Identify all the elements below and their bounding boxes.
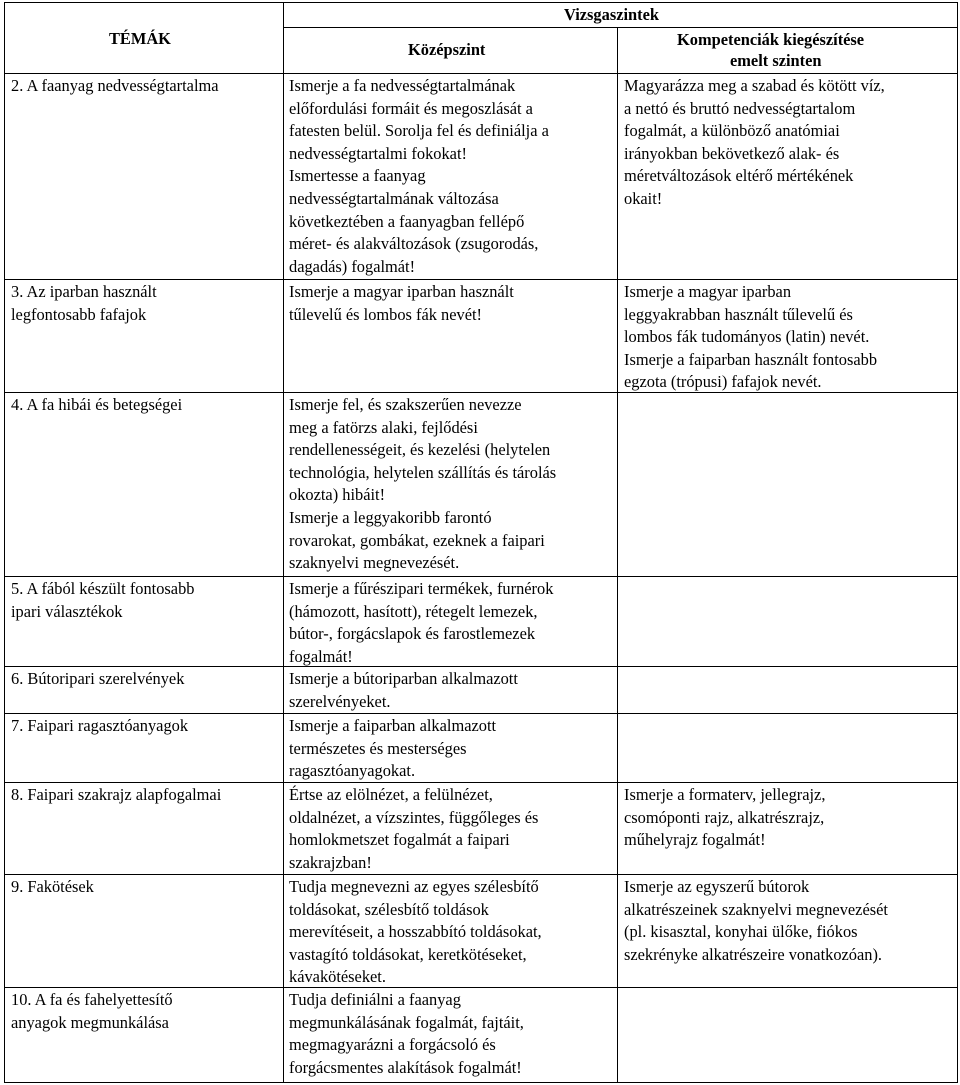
mid-level-cell: [289, 75, 549, 278]
header-advanced-line2: emelt szinten: [730, 51, 822, 70]
cell-line: rovarokat, gombákat, ezeknek a faipari: [289, 530, 545, 550]
cell-line: Értse az elölnézet, a felülnézet,: [289, 785, 493, 804]
rule-left: [4, 2, 5, 1083]
cell-line: forgácsmentes alakítások fogalmát!: [289, 1057, 522, 1077]
cell-line: meg a fatörzs alaki, fejlődési: [289, 417, 478, 437]
cell-line: 3. Az iparban használt: [11, 282, 157, 301]
cell-line: Ismerje a faiparban alkalmazott: [289, 716, 497, 735]
cell-line: Ismerje a magyar iparban: [624, 282, 792, 301]
rule-col1: [283, 2, 284, 1083]
cell-line: oldalnézet, a vízszintes, függőleges és: [289, 807, 539, 827]
cell-line: 7. Faipari ragasztóanyagok: [11, 716, 189, 735]
cell-line: lombos fák tudományos (latin) nevét.: [624, 327, 870, 347]
advanced-cell: [624, 75, 885, 211]
mid-level-cell: [289, 668, 518, 713]
row-separator: [4, 874, 958, 875]
rule-bottom: [4, 1082, 958, 1083]
row-separator: [4, 987, 958, 988]
cell-line: irányokban bekövetkező alak- és: [624, 143, 840, 163]
cell-line: anyagok megmunkálása: [11, 1012, 169, 1032]
cell-line: Ismerje a bútoriparban alkalmazott: [289, 669, 518, 688]
topic-cell: [11, 989, 173, 1034]
header-mid-level: Középszint: [408, 40, 486, 59]
header-exams: Vizsgaszintek: [564, 5, 659, 24]
cell-line: Tudja definiálni a faanyag: [289, 990, 461, 1009]
cell-line: fogalmát!: [289, 646, 353, 666]
cell-line: Ismerje a leggyakoribb farontó: [289, 507, 492, 527]
cell-line: Ismerje a fa nedvességtartalmának: [289, 76, 516, 95]
cell-line: méret- és alakváltozások (zsugorodás,: [289, 234, 539, 254]
cell-line: megmagyarázni a forgácsoló és: [289, 1035, 496, 1055]
cell-line: szakrajzban!: [289, 852, 372, 872]
cell-line: fogalmát, a különböző anatómiai: [624, 121, 840, 141]
cell-line: szaknyelvi megnevezését.: [289, 553, 460, 573]
cell-line: a nettó és bruttó nedvességtartalom: [624, 98, 856, 118]
cell-line: ragasztóanyagokat.: [289, 761, 416, 781]
cell-line: szekrényke alkatrészeire vonatkozóan).: [624, 944, 883, 964]
cell-line: természetes és mesterséges: [289, 738, 467, 758]
cell-line: merevítéseit, a hosszabbító toldásokat,: [289, 922, 542, 942]
header-advanced-line1: Kompetenciák kiegészítése: [677, 30, 865, 49]
row-separator: [4, 782, 958, 783]
cell-line: 10. A fa és fahelyettesítő: [11, 990, 173, 1009]
cell-line: homlokmetszet fogalmát a faipari: [289, 830, 510, 850]
cell-line: rendellenességeit, és kezelési (helytelen: [289, 440, 551, 460]
mid-level-cell: [289, 715, 496, 783]
cell-line: következtében a faanyagban fellépő: [289, 211, 525, 231]
cell-line: okozta) hibáit!: [289, 485, 386, 505]
topic-cell: [11, 394, 182, 417]
mid-level-cell: [289, 578, 553, 668]
advanced-cell: [624, 876, 888, 966]
advanced-cell: [624, 281, 877, 394]
cell-line: Ismerje a magyar iparban használt: [289, 282, 514, 301]
cell-line: egzota (trópusi) fafajok nevét.: [624, 372, 822, 392]
cell-line: 9. Fakötések: [11, 877, 94, 896]
cell-line: bútor-, forgácslapok és farostlemezek: [289, 624, 536, 644]
cell-line: Ismerje a formaterv, jellegrajz,: [624, 785, 826, 804]
cell-line: fatesten belül. Sorolja fel és definiálja a: [289, 121, 549, 141]
cell-line: leggyakrabban használt tűlevelű és: [624, 304, 853, 324]
topic-cell: [11, 668, 184, 691]
cell-line: legfontosabb fafajok: [11, 304, 147, 324]
rule-right: [957, 2, 958, 1083]
cell-line: Ismerje az egyszerű bútorok: [624, 877, 810, 896]
row-separator: [4, 666, 958, 667]
topic-cell: [11, 715, 188, 738]
cell-line: vastagító toldásokat, keretkötéseket,: [289, 944, 527, 964]
cell-line: 2. A faanyag nedvességtartalma: [11, 76, 219, 95]
cell-line: 4. A fa hibái és betegségei: [11, 395, 183, 414]
cell-line: Ismerje fel, és szakszerűen nevezze: [289, 395, 522, 414]
cell-line: technológia, helytelen szállítás és tárolás: [289, 462, 557, 482]
topic-cell: [11, 75, 219, 98]
cell-line: megmunkálásának fogalmát, fajtáit,: [289, 1012, 524, 1032]
cell-line: Tudja megnevezni az egyes szélesbítő: [289, 877, 539, 896]
mid-level-cell: [289, 989, 524, 1079]
cell-line: Ismerje a fűrészipari termékek, furnérok: [289, 579, 554, 598]
cell-line: toldásokat, szélesbítő toldások: [289, 899, 489, 919]
cell-line: okait!: [624, 188, 663, 208]
cell-line: dagadás) fogalmát!: [289, 256, 416, 276]
rule-top: [4, 2, 958, 3]
topic-cell: [11, 876, 94, 899]
rule-col2: [617, 27, 618, 1083]
cell-line: kávakötéseket.: [289, 967, 386, 987]
mid-level-cell: [289, 394, 556, 575]
cell-line: méretváltozások eltérő mértékének: [624, 166, 854, 186]
cell-line: Magyarázza meg a szabad és kötött víz,: [624, 76, 885, 95]
rule-header-bottom: [4, 73, 958, 74]
mid-level-cell: [289, 281, 514, 326]
rule-exams-under: [283, 27, 958, 28]
cell-line: nedvességtartalmi fokokat!: [289, 143, 467, 163]
header-themes: TÉMÁK: [109, 29, 171, 48]
row-separator: [4, 576, 958, 577]
cell-line: tűlevelű és lombos fák nevét!: [289, 304, 482, 324]
cell-line: 6. Bútoripari szerelvények: [11, 669, 185, 688]
advanced-cell: [624, 784, 825, 852]
cell-line: szerelvényeket.: [289, 691, 391, 711]
cell-line: 8. Faipari szakrajz alapfogalmai: [11, 785, 222, 804]
mid-level-cell: [289, 784, 538, 874]
cell-line: műhelyrajz fogalmát!: [624, 830, 766, 850]
topic-cell: [11, 578, 194, 623]
cell-line: Ismerje a faiparban használt fontosabb: [624, 349, 878, 369]
cell-line: ipari választékok: [11, 601, 123, 621]
cell-line: (hámozott, hasított), rétegelt lemezek,: [289, 601, 538, 621]
cell-line: 5. A fából készült fontosabb: [11, 579, 195, 598]
cell-line: nedvességtartalmának változása: [289, 188, 499, 208]
cell-line: (pl. kisasztal, konyhai ülőke, fiókos: [624, 922, 858, 942]
mid-level-cell: [289, 876, 542, 989]
topic-cell: [11, 281, 157, 326]
cell-line: előfordulási formáit és megoszlását a: [289, 98, 533, 118]
row-separator: [4, 713, 958, 714]
cell-line: alkatrészeinek szaknyelvi megnevezését: [624, 899, 888, 919]
topic-cell: [11, 784, 221, 807]
cell-line: csomóponti rajz, alkatrészrajz,: [624, 807, 825, 827]
row-separator: [4, 279, 958, 280]
cell-line: Ismertesse a faanyag: [289, 166, 426, 186]
row-separator: [4, 392, 958, 393]
